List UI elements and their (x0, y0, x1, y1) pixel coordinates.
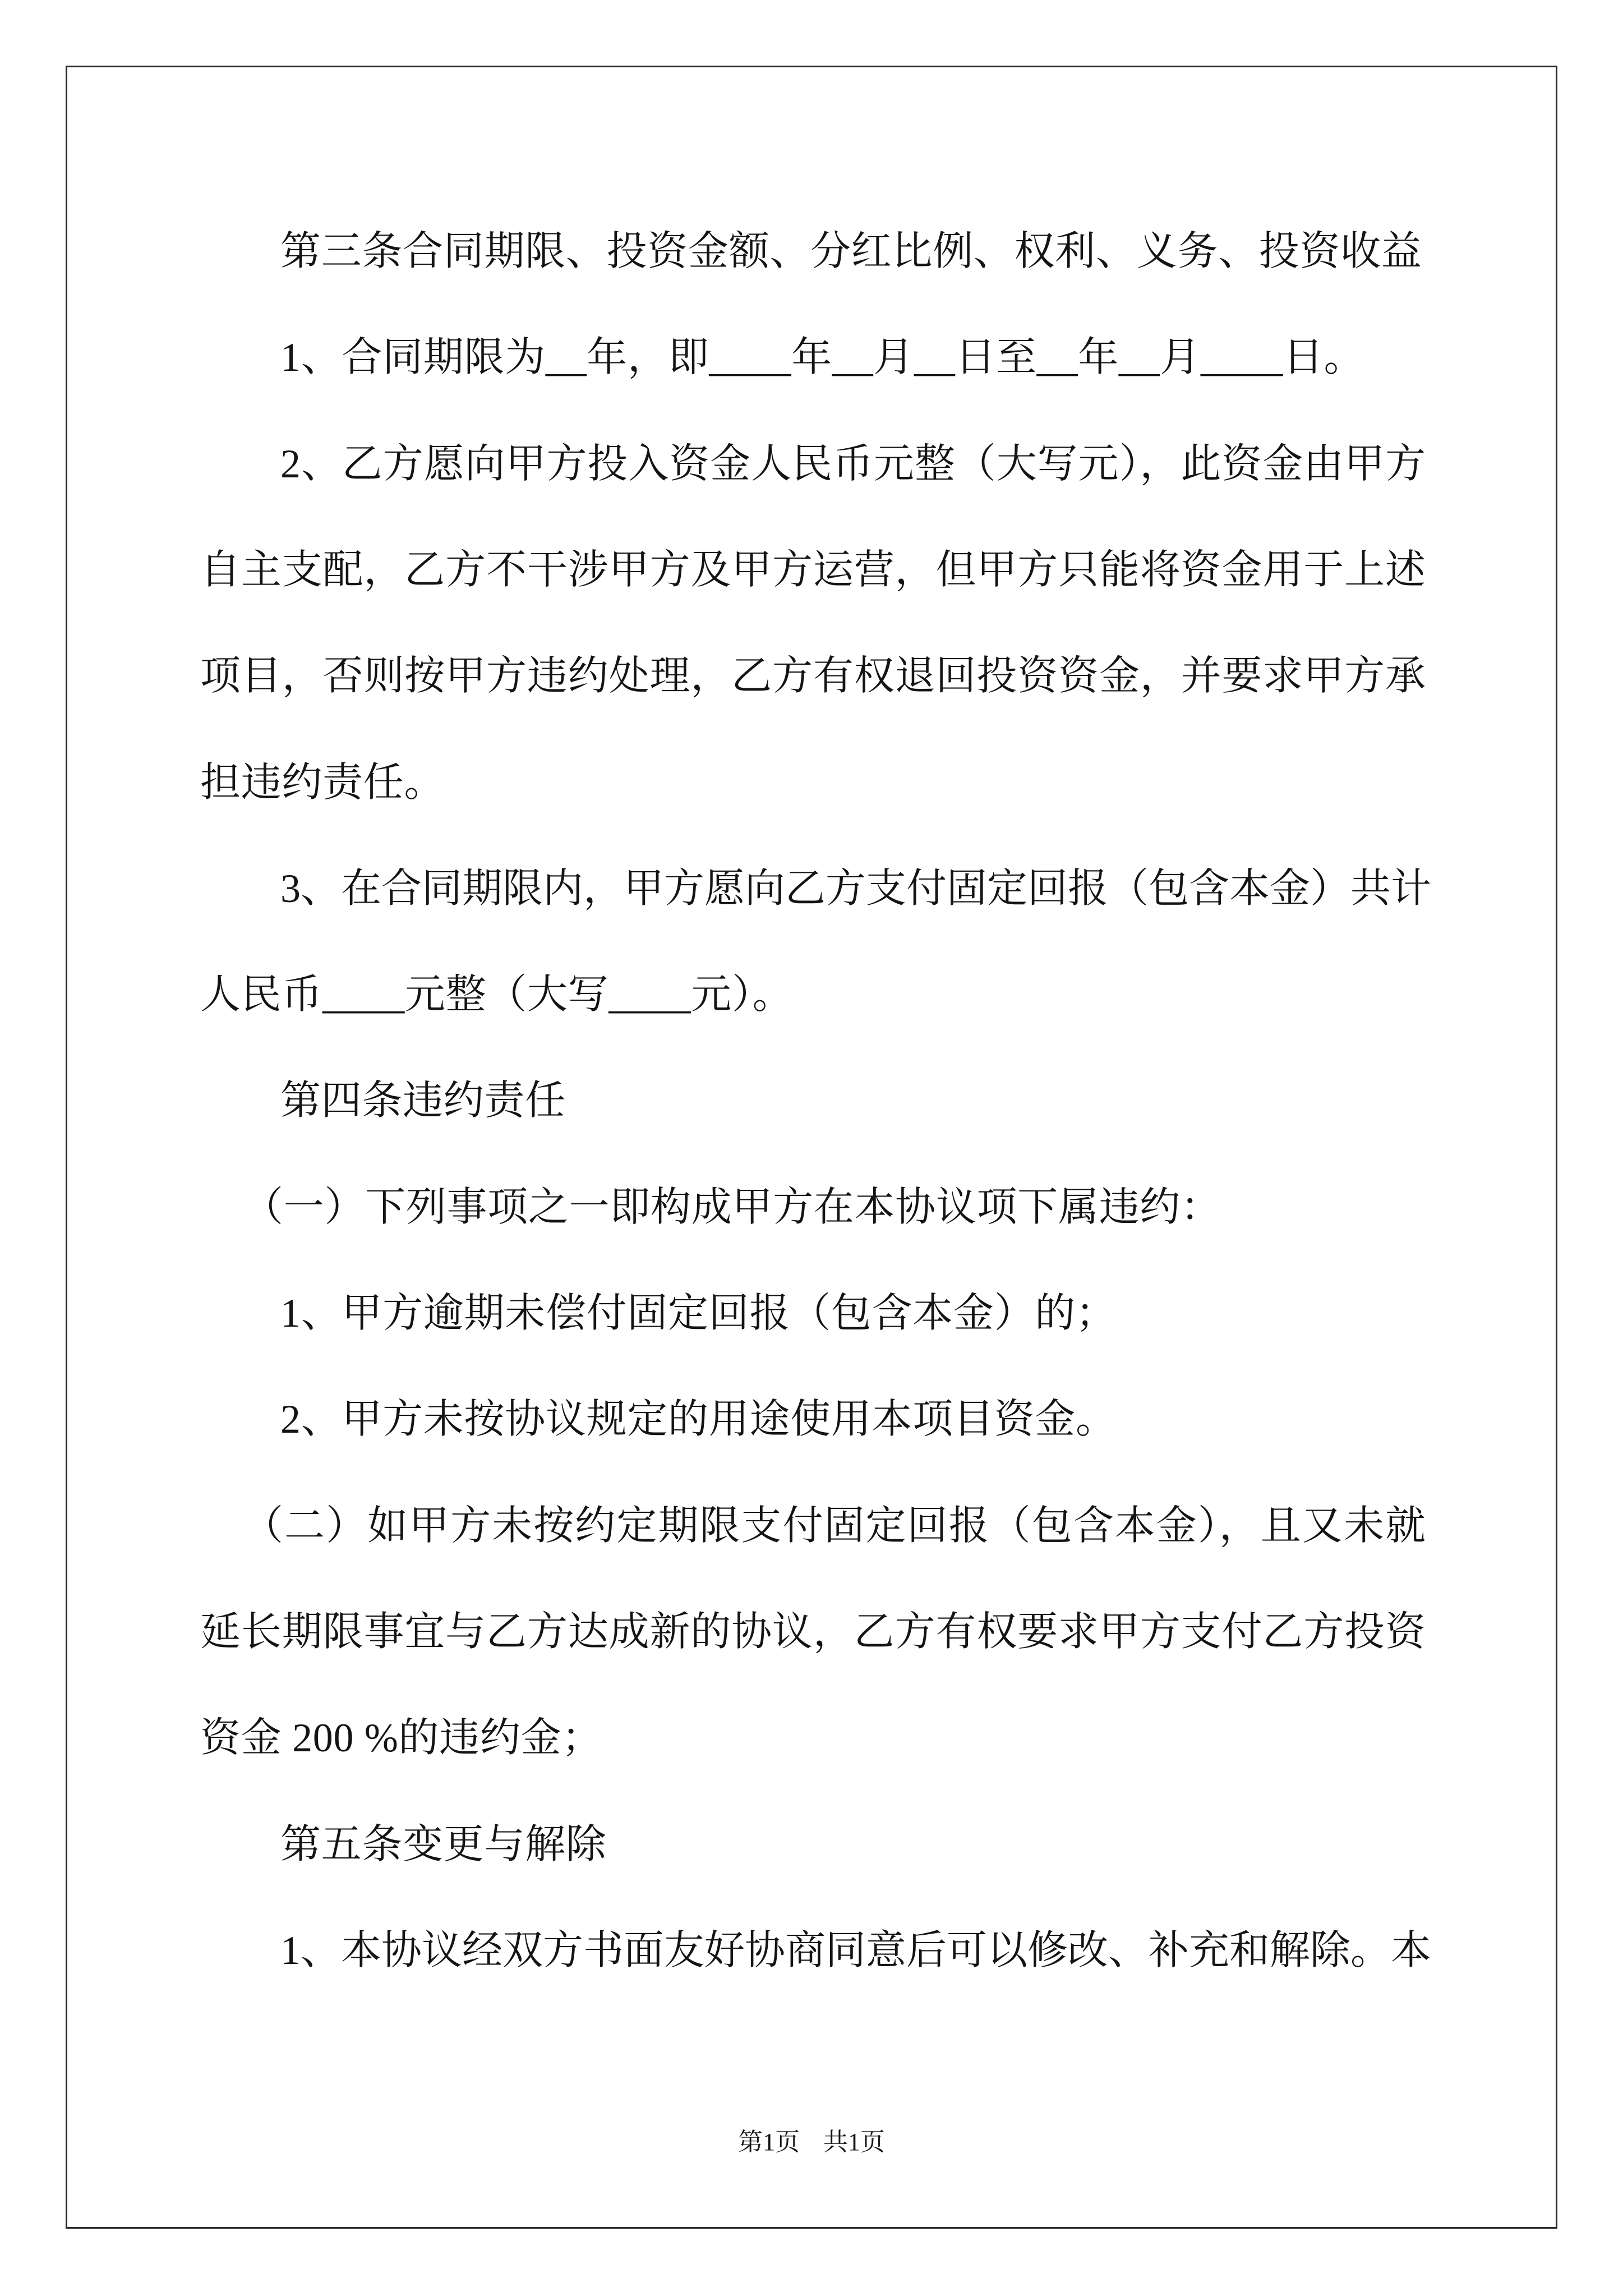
breach-section-2-line-1: （二）如甲方未按约定期限支付固定回报（包含本金），且又未就 (243, 1503, 1426, 1548)
investment-clause-line-4: 担违约责任。 (200, 760, 445, 805)
amendment-clause-line-1: 1、本协议经双方书面友好协商同意后可以修改、补充和解除。本 (280, 1928, 1432, 1973)
return-clause-line-2: 人民币____元整（大写____元）。 (200, 972, 794, 1017)
article-3-heading: 第三条合同期限、投资金额、分红比例、权利、义务、投资收益 (280, 229, 1422, 274)
breach-case-2: 2、甲方未按协议规定的用途使用本项目资金。 (280, 1397, 1117, 1442)
breach-case-1: 1、甲方逾期未偿付固定回报（包含本金）的； (280, 1291, 1117, 1336)
page-border (66, 66, 1557, 2229)
investment-clause-line-2: 自主支配，乙方不干涉甲方及甲方运营，但甲方只能将资金用于上述 (200, 547, 1426, 592)
return-clause-line-1: 3、在合同期限内，甲方愿向乙方支付固定回报（包含本金）共计 (280, 866, 1432, 911)
page-number: 第1页 共1页 (738, 2128, 885, 2156)
term-clause-line: 1、合同期限为__年，即____年__月__日至__年__月____日。 (280, 335, 1365, 380)
investment-clause-line-3: 项目，否则按甲方违约处理，乙方有权退回投资资金，并要求甲方承 (200, 654, 1426, 698)
breach-section-2-line-2: 延长期限事宜与乙方达成新的协议，乙方有权要求甲方支付乙方投资 (200, 1609, 1426, 1654)
article-4-heading: 第四条违约责任 (280, 1078, 566, 1123)
breach-section-2-line-3: 资金 200 %的违约金； (200, 1715, 603, 1760)
investment-clause-line-1: 2、乙方愿向甲方投入资金人民币元整（大写元），此资金由甲方 (280, 441, 1426, 486)
article-5-heading: 第五条变更与解除 (280, 1822, 607, 1867)
breach-section-1-heading: （一）下列事项之一即构成甲方在本协议项下属违约： (243, 1185, 1221, 1230)
